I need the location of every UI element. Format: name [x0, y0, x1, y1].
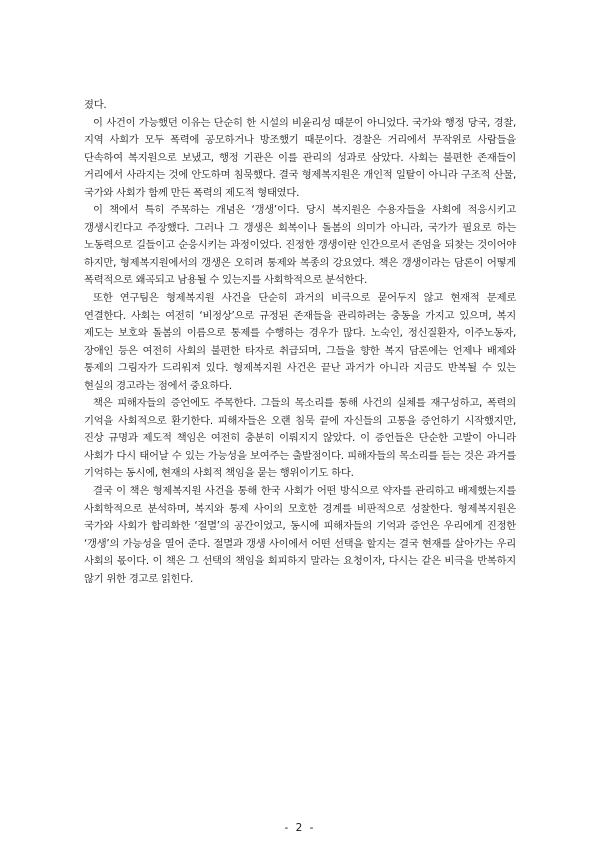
paragraph-victim-testimony: 책은 피해자들의 증언에도 주목한다. 그들의 목소리를 통해 사건의 실체를 재구성하고, 폭력의 기억을 사회적으로 환기한다. 피해자들은 오랜 침묵 끝에 자신들의 고통을 증언하기 시작했지만, 진상 규명과 제도적 책임은 여전히 충분히 이뤄지지 않았다. 이 증언들은 단순한 고발이 아니라 사회가 다시 태어날 수 있는 가능성을 보여주는 출발점이다. 피해자들의 목소리를 듣는 것은 과거를 기억하는 동시에, 현재의 사회적 책임을 묻는 행위이기도 하다.	[84, 397, 516, 480]
paragraph-why-possible: 이 사건이 가능했던 이유는 단순히 한 시설의 비윤리성 때문이 아니었다. 국가와 행정 당국, 경찰, 지역 사회가 모두 폭력에 공모하거나 방조했기 때문이다. 경찰은 거리에서 무작위로 사람들을 단속하여 복지원으로 보냈고, 행정 기관은 이를 관리의 성과로 삼았다. 사회는 불편한 존재들이 거리에서 사라지는 것에 안도하며 침묵했다. 결국 형제복지원은 개인적 일탈이 아니라 구조적 산물, 국가와 사회가 함께 만든 폭력의 제도적 형태였다.	[84, 116, 516, 199]
body-text	[84, 97, 516, 588]
paragraph-present-relevance: 또한 연구팀은 형제복지원 사건을 단순히 과거의 비극으로 묻어두지 않고 현재적 문제로 연결한다. 사회는 여전히 ‘비정상’으로 규정된 존재들을 관리하려는 충동을 가지고 있으며, 복지 제도는 보호와 돌봄의 이름으로 통제를 수행하는 경우가 많다. 노숙인, 정신질환자, 이주노동자, 장애인 등은 여전히 사회의 불편한 타자로 취급되며, 그들을 향한 복지 담론에는 언제나 배제와 통제의 그림자가 드리워져 있다. 형제복지원 사건은 끝난 과거가 아니라 지금도 반복될 수 있는 현실의 경고라는 점에서 중요하다.	[84, 292, 516, 392]
paragraph-continuation: 졌다.	[84, 99, 107, 111]
paragraph-rehabilitation-concept: 이 책에서 특히 주목하는 개념은 ‘갱생’이다. 당시 복지원은 수용자들을 사회에 적응시키고 갱생시킨다고 주장했다. 그러나 그 갱생은 회복이나 돌봄의 의미가 아니라, 국가가 필요로 하는 노동력으로 길들이고 순응시키는 과정이었다. 진정한 갱생이란 인간으로서 존엄을 되찾는 것이어야 하지만, 형제복지원에서의 갱생은 오히려 통제와 복종의 강요였다. 책은 갱생이라는 담론이 어떻게 폭력적으로 왜곡되고 남용될 수 있는지를 사회학적으로 분석한다.	[84, 204, 516, 287]
page-number: - 2 -	[284, 822, 316, 834]
paragraph-conclusion: 결국 이 책은 형제복지원 사건을 통해 한국 사회가 어떤 방식으로 약자를 관리하고 배제했는지를 사회학적으로 분석하며, 복지와 통제 사이의 모호한 경계를 비판적으로 성찰한다. 형제복지원은 국가와 사회가 합리화한 ‘절멸’의 공간이었고, 동시에 피해자들의 기억과 증언은 우리에게 진정한 ‘갱생’의 가능성을 열어 준다. 절멸과 갱생 사이에서 어떤 선택을 할지는 결국 현재를 살아가는 우리 사회의 몫이다. 이 책은 그 선택의 책임을 회피하지 말라는 요청이자, 다시는 같은 비극을 반복하지 않기 위한 경고로 읽힌다.	[84, 485, 516, 585]
